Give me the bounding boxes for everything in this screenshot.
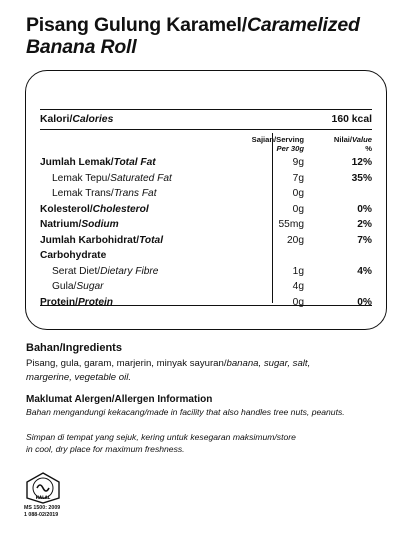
allergen-heading: Maklumat Alergen/Allergen Information xyxy=(26,394,213,405)
divider xyxy=(40,305,372,306)
nutrient-row xyxy=(40,296,372,310)
nutrient-row xyxy=(40,156,372,170)
nutrient-row xyxy=(40,172,372,186)
nutrient-percent-value: 4% xyxy=(357,265,372,277)
nutrient-row xyxy=(40,265,372,279)
nutrient-serving-value: 20g xyxy=(287,234,304,246)
product-title xyxy=(26,14,406,58)
product-title-malay: Pisang Gulung Karamel/ xyxy=(26,14,247,36)
divider xyxy=(40,129,372,130)
nutrient-label: Carbohydrate xyxy=(40,250,107,261)
nutrient-percent-value: 7% xyxy=(357,234,372,246)
nutrient-percent-value: 2% xyxy=(357,219,372,230)
product-title-english: Caramelized xyxy=(246,14,360,36)
nutrient-row xyxy=(40,234,372,248)
nutrient-percent-value: 12% xyxy=(351,157,372,168)
calories-label: Kalori/Calories xyxy=(40,114,114,125)
nutrient-serving-value: 7g xyxy=(292,172,304,184)
svg-text:HALAL: HALAL xyxy=(35,495,51,500)
nutrient-percent-value: 0% xyxy=(357,296,372,308)
nutrient-row xyxy=(40,218,372,232)
serving-column-header: Sajian/Serving Per 30g xyxy=(251,135,304,153)
nutrient-serving-value: 0g xyxy=(292,296,304,308)
ingredients-heading: Bahan/Ingredients xyxy=(26,342,122,354)
nutrient-percent-value: 0% xyxy=(357,203,372,215)
nutrient-row xyxy=(40,280,372,294)
nutrient-serving-value: 1g xyxy=(292,265,304,277)
nutrient-label: Natrium/Sodium xyxy=(40,219,119,230)
storage-instructions: Simpan di tempat yang sejuk, kering untuk kesegaran maksimum/store in cool, dry place for maximum freshness. xyxy=(26,432,296,454)
nutrient-label: Jumlah Karbohidrat/Total xyxy=(40,234,164,246)
nutrient-label: Jumlah Lemak/Total Fat xyxy=(40,157,156,168)
nutrient-label: Protein/Protein xyxy=(40,296,114,308)
nutrient-row xyxy=(40,203,372,217)
calories-value: 160 kcal xyxy=(331,114,372,125)
nutrient-serving-value: 0g xyxy=(292,203,304,215)
nutrient-row xyxy=(40,249,372,263)
divider xyxy=(40,109,372,110)
nutrient-label: Serat Diet/Dietary Fibre xyxy=(52,265,159,277)
nutrient-label: Lemak Trans/Trans Fat xyxy=(52,188,157,199)
product-title-english-2: Banana Roll xyxy=(26,36,137,58)
nutrient-row xyxy=(40,187,372,201)
halal-logo xyxy=(24,472,62,504)
allergen-text: Bahan mengandungi kekacang/made in facility that also handles tree nuts, peanuts. xyxy=(26,407,345,417)
nutrient-serving-value: 4g xyxy=(292,281,304,292)
nutrient-percent-value: 35% xyxy=(351,172,372,184)
nutrient-label: Lemak Tepu/Saturated Fat xyxy=(52,172,172,184)
calories-row xyxy=(40,113,372,127)
nutrient-serving-value: 9g xyxy=(292,157,304,168)
nutrient-serving-value: 0g xyxy=(292,188,304,199)
ingredients-text: Pisang, gula, garam, marjerin, minyak sayuran/banana, sugar, salt, margerine, vegetable oil. xyxy=(26,358,311,383)
value-column-header: Nilai/Value % xyxy=(333,135,372,153)
nutrient-serving-value: 55mg xyxy=(278,219,304,230)
certification-code: MS 1500: 2009 1 088-02/2019 xyxy=(24,505,61,518)
nutrient-label: Kolesterol/Cholesterol xyxy=(40,203,149,215)
nutrition-facts-panel xyxy=(25,70,387,330)
nutrient-label: Gula/Sugar xyxy=(52,281,104,292)
